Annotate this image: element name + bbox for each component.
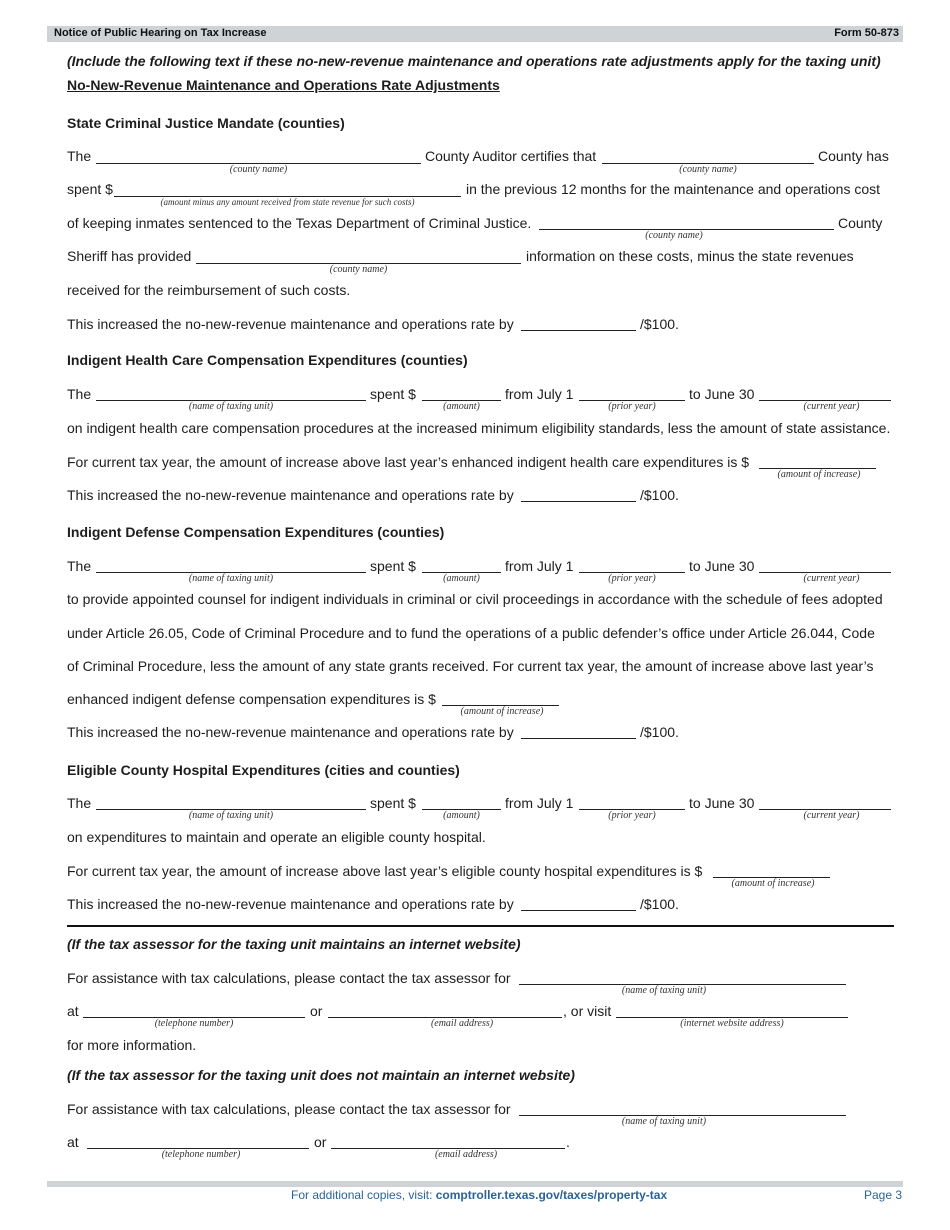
caption-website: (internet website address) — [680, 1018, 784, 1029]
health-heading: Indigent Health Care Compensation Expenditures (counties) — [67, 352, 468, 368]
contact-noweb-period: . — [566, 1134, 570, 1150]
page-number: Page 3 — [864, 1188, 903, 1202]
health-spent: spent $ — [370, 386, 416, 402]
contact-noweb-heading: (If the tax assessor for the taxing unit does not maintain an internet website) — [67, 1067, 575, 1083]
contact-web-at: at — [67, 1003, 79, 1019]
health-rate-text: This increased the no-new-revenue maintenance and operations rate by — [67, 487, 514, 503]
criminal-rate-text: This increased the no-new-revenue maintenance and operations rate by — [67, 316, 514, 332]
form-title: Notice of Public Hearing on Tax Increase — [54, 27, 267, 39]
caption-current-year: (current year) — [803, 401, 860, 412]
health-line2: on indigent health care compensation procedures at the increased minimum eligibility standards, less the amount of state assistance. — [67, 420, 891, 436]
contact-web-more-info: for more information. — [67, 1037, 197, 1053]
caption-amount: (amount) — [443, 573, 480, 584]
hospital-line3: For current tax year, the amount of increase above last year’s eligible county hospital expenditures is $ — [67, 863, 703, 879]
contact-noweb-at: at — [67, 1134, 79, 1150]
defense-rate-text: This increased the no-new-revenue maintenance and operations rate by — [67, 724, 514, 740]
caption-email: (email address) — [434, 1149, 498, 1160]
caption-county-name: (county name) — [679, 164, 737, 175]
caption-prior-year: (prior year) — [608, 573, 656, 584]
caption-amount: (amount) — [443, 401, 480, 412]
health-from-july: from July 1 — [505, 386, 574, 402]
rate-field-hospital[interactable] — [521, 910, 636, 911]
hospital-the: The — [67, 795, 92, 811]
rate-field-criminal[interactable] — [521, 330, 636, 331]
hospital-spent: spent $ — [370, 795, 416, 811]
hospital-to-june: to June 30 — [689, 795, 755, 811]
section-heading: No-New-Revenue Maintenance and Operations Rate Adjustments — [67, 77, 500, 93]
per-100: /$100. — [640, 724, 679, 740]
contact-web-heading: (If the tax assessor for the taxing unit maintains an internet website) — [67, 936, 521, 952]
defense-line5: enhanced indigent defense compensation expenditures is $ — [67, 691, 436, 707]
caption-amount: (amount) — [443, 810, 480, 821]
caption-email: (email address) — [430, 1018, 494, 1029]
criminal-keeping-inmates: of keeping inmates sentenced to the Texas Department of Criminal Justice. — [67, 215, 532, 231]
caption-current-year: (current year) — [803, 810, 860, 821]
health-line3: For current tax year, the amount of increase above last year’s enhanced indigent health care expenditures is $ — [67, 454, 750, 470]
caption-county-name: (county name) — [329, 264, 388, 275]
caption-amount-of-increase: (amount of increase) — [731, 878, 815, 889]
caption-taxing-unit: (name of taxing unit) — [188, 573, 274, 584]
defense-from-july: from July 1 — [505, 558, 574, 574]
criminal-spent: spent $ — [67, 181, 113, 197]
footer-copies-label: For additional copies, visit: — [291, 1188, 436, 1202]
defense-to-june: to June 30 — [689, 558, 755, 574]
health-to-june: to June 30 — [689, 386, 755, 402]
intro-instruction: (Include the following text if these no-new-revenue maintenance and operations rate adjustments apply for the taxing unit) — [67, 53, 881, 69]
caption-telephone: (telephone number) — [154, 1018, 234, 1029]
caption-amount-of-increase: (amount of increase) — [777, 469, 861, 480]
defense-spent: spent $ — [370, 558, 416, 574]
criminal-the: The — [67, 148, 92, 164]
caption-amount-of-increase: (amount of increase) — [460, 706, 544, 717]
defense-line4: of Criminal Procedure, less the amount of any state grants received. For current tax year, the amount of increase above last year’s — [67, 658, 874, 674]
caption-taxing-unit: (name of taxing unit) — [621, 1116, 707, 1127]
defense-the: The — [67, 558, 92, 574]
footer-url-link[interactable]: comptroller.texas.gov/taxes/property-tax — [435, 1188, 668, 1202]
contact-web-or-visit: , or visit — [563, 1003, 612, 1019]
hospital-line2: on expenditures to maintain and operate an eligible county hospital. — [67, 829, 486, 845]
caption-county-name: (county name) — [645, 230, 703, 241]
caption-county-name: (county name) — [229, 164, 288, 175]
caption-prior-year: (prior year) — [608, 401, 656, 412]
defense-line2: to provide appointed counsel for indigent individuals in criminal or civil proceedings in accordance with the schedule of fees adopted — [67, 591, 883, 607]
caption-taxing-unit: (name of taxing unit) — [621, 985, 707, 996]
criminal-heading: State Criminal Justice Mandate (counties) — [67, 115, 345, 131]
criminal-information: information on these costs, minus the state revenues — [526, 248, 854, 264]
contact-web-line1: For assistance with tax calculations, please contact the tax assessor for — [67, 970, 511, 986]
caption-taxing-unit: (name of taxing unit) — [188, 401, 274, 412]
criminal-auditor: County Auditor certifies that — [425, 148, 597, 164]
hospital-heading: Eligible County Hospital Expenditures (cities and counties) — [67, 762, 460, 778]
rate-field-health[interactable] — [521, 501, 636, 502]
caption-amount-minus: (amount minus any amount received from state revenue for such costs) — [160, 197, 415, 207]
contact-noweb-line1: For assistance with tax calculations, please contact the tax assessor for — [67, 1101, 511, 1117]
footer-bar — [47, 1181, 903, 1187]
hospital-rate-text: This increased the no-new-revenue maintenance and operations rate by — [67, 896, 514, 912]
criminal-previous-12: in the previous 12 months for the maintenance and operations cost — [466, 181, 881, 197]
caption-telephone: (telephone number) — [161, 1149, 241, 1160]
health-the: The — [67, 386, 92, 402]
caption-prior-year: (prior year) — [608, 810, 656, 821]
footer-copies — [291, 1188, 667, 1202]
contact-noweb-or: or — [314, 1134, 327, 1150]
criminal-sheriff: Sheriff has provided — [67, 248, 192, 264]
criminal-county-has: County has — [818, 148, 889, 164]
criminal-received: received for the reimbursement of such costs. — [67, 282, 351, 298]
per-100: /$100. — [640, 896, 679, 912]
per-100: /$100. — [640, 487, 679, 503]
defense-heading: Indigent Defense Compensation Expenditures (counties) — [67, 524, 445, 540]
section-divider — [67, 925, 894, 927]
form-header — [47, 26, 903, 42]
criminal-county: County — [838, 215, 883, 231]
defense-line3: under Article 26.05, Code of Criminal Procedure and to fund the operations of a public defender’s office under Article 26.044, Code — [67, 625, 875, 641]
rate-field-defense[interactable] — [521, 738, 636, 739]
hospital-from-july: from July 1 — [505, 795, 574, 811]
form-number: Form 50-873 — [834, 27, 899, 39]
contact-web-or: or — [310, 1003, 323, 1019]
per-100: /$100. — [640, 316, 679, 332]
caption-current-year: (current year) — [803, 573, 860, 584]
caption-taxing-unit: (name of taxing unit) — [188, 810, 274, 821]
